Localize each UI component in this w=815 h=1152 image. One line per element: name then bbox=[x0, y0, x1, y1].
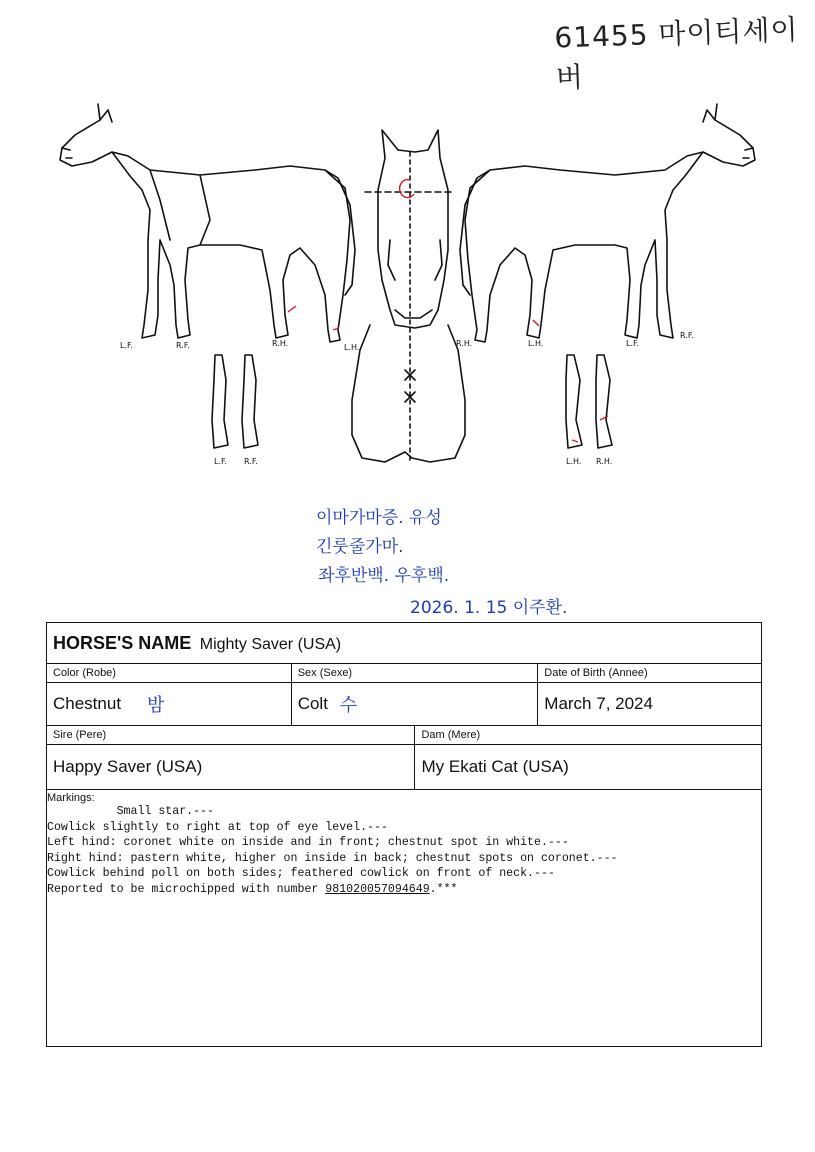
blue-note-1: 이마가마증. 유성 bbox=[316, 508, 442, 528]
registration-form bbox=[46, 622, 762, 1047]
microchip-number: 981020057094649 bbox=[325, 882, 430, 896]
color-value: Chestnut bbox=[53, 694, 122, 713]
horse-right-side-view bbox=[460, 104, 755, 342]
label-lf-right: L.F. bbox=[626, 339, 639, 348]
dob-label: Date of Birth (Annee) bbox=[538, 664, 762, 683]
horse-markings-diagram bbox=[0, 80, 815, 500]
label-lh-right: L.H. bbox=[528, 339, 544, 348]
label-lf-detail: L.F. bbox=[214, 457, 227, 466]
dam-value: My Ekati Cat (USA) bbox=[415, 745, 762, 790]
color-cell bbox=[47, 683, 292, 726]
sire-value: Happy Saver (USA) bbox=[47, 745, 415, 790]
horse-name-label: HORSE'S NAME bbox=[53, 632, 192, 653]
markings-line: Small star.--- bbox=[47, 805, 214, 818]
sex-handwritten-note: 수 bbox=[339, 695, 358, 716]
label-rf-right: R.F. bbox=[680, 331, 694, 340]
label-lh-detail: L.H. bbox=[566, 457, 582, 466]
label-rh-detail: R.H. bbox=[596, 457, 613, 466]
markings-text bbox=[47, 804, 761, 897]
label-rh-right: R.H. bbox=[456, 339, 473, 348]
handwritten-file-number: 61455 마이티세이버 bbox=[553, 13, 800, 95]
markings-line: Cowlick behind poll on both sides; feathered cowlick on front of neck.--- bbox=[47, 867, 555, 880]
microchip-suffix: .*** bbox=[429, 882, 458, 896]
label-rf-left: R.F. bbox=[176, 341, 190, 350]
markings-line: Left hind: coronet white on inside and in front; chestnut spot in white.--- bbox=[47, 836, 569, 849]
horse-name-value: Mighty Saver (USA) bbox=[199, 635, 342, 653]
microchip-prefix: Reported to be microchipped with number bbox=[47, 882, 326, 896]
label-lf-left: L.F. bbox=[120, 341, 133, 350]
hind-legs-detail bbox=[566, 355, 612, 448]
markings-cell bbox=[47, 790, 762, 1047]
markings-line: Right hind: pastern white, higher on inside in back; chestnut spots on coronet.--- bbox=[47, 851, 618, 865]
horse-left-side-view bbox=[60, 104, 355, 342]
dam-label: Dam (Mere) bbox=[415, 726, 762, 745]
blue-note-4: 2026. 1. 15 이주환. bbox=[410, 598, 568, 618]
sire-label: Sire (Pere) bbox=[47, 726, 415, 745]
dob-value: March 7, 2024 bbox=[538, 683, 762, 726]
label-rh-left: R.H. bbox=[272, 339, 289, 348]
label-rf-detail: R.F. bbox=[244, 457, 258, 466]
blue-note-3: 좌후반백. 우후백. bbox=[318, 566, 450, 586]
sex-value: Colt bbox=[297, 694, 328, 713]
sex-label: Sex (Sexe) bbox=[291, 664, 538, 683]
color-handwritten-note: 밤 bbox=[147, 695, 165, 716]
label-lh-left: L.H. bbox=[344, 343, 360, 352]
front-legs-detail bbox=[212, 355, 258, 448]
color-label: Color (Robe) bbox=[47, 664, 292, 683]
horse-name-row bbox=[47, 623, 762, 664]
markings-label: Markings: bbox=[47, 792, 95, 804]
blue-note-2: 긴룻줄가마. bbox=[316, 537, 404, 557]
markings-line: Cowlick slightly to right at top of eye level.--- bbox=[47, 820, 388, 834]
sex-cell bbox=[291, 683, 538, 726]
